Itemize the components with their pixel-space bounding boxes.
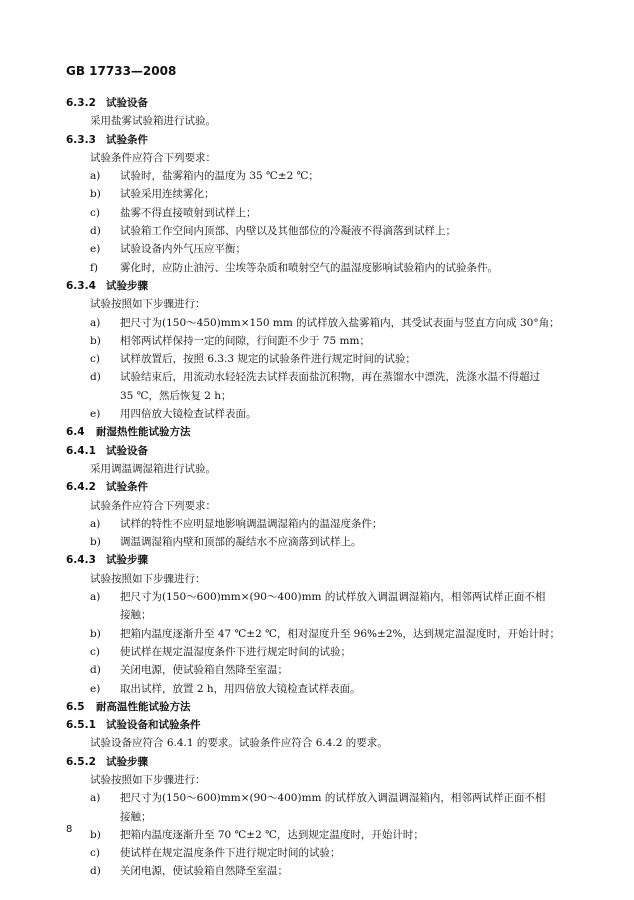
list-marker: e) (90, 408, 101, 421)
list-item (66, 350, 576, 368)
paragraph (66, 460, 576, 478)
section-title: 耐湿热性能试验方法 (96, 426, 191, 439)
list-item-text: 把尺寸为(150～600)mm×(90～400)mm 的试样放入调温调湿箱内，相邻两试样正面不相 (120, 591, 546, 604)
list-marker: c) (90, 353, 100, 366)
section-title: 试验步骤 (106, 554, 148, 567)
list-item (66, 789, 576, 807)
list-marker: e) (90, 682, 101, 695)
paragraph (66, 295, 576, 313)
section-title: 试验设备 (106, 444, 148, 457)
paragraph (66, 771, 576, 789)
list-item (66, 368, 576, 386)
list-item-text: 试验时，盐雾箱内的温度为 35 ℃±2 ℃； (120, 170, 319, 183)
list-marker: b) (90, 334, 101, 347)
list-item (66, 588, 576, 606)
section-number: 6.3.4 (66, 279, 96, 292)
list-marker: b) (90, 536, 101, 549)
paragraph (66, 149, 576, 167)
list-item (66, 332, 576, 350)
list-marker: b) (90, 828, 101, 841)
list-item-continuation (66, 387, 576, 405)
section-heading (66, 442, 576, 460)
list-item-text: 把箱内温度逐渐升至 47 ℃±2 ℃，相对湿度升至 96%±2%，达到规定温湿度时，开始计时； (120, 627, 560, 640)
list-item (66, 533, 576, 551)
section-heading (66, 131, 576, 149)
section-heading (66, 716, 576, 734)
list-item-text: 35 ℃，然后恢复 2 h； (120, 389, 232, 402)
list-marker: d) (90, 371, 101, 384)
section-heading (66, 478, 576, 496)
list-item (66, 259, 576, 277)
paragraph-text: 试验设备应符合 6.4.1 的要求。试验条件应符合 6.4.2 的要求。 (90, 737, 388, 750)
list-item (66, 167, 576, 185)
list-item-text: 关闭电源，使试验箱自然降至室温； (120, 664, 288, 677)
paragraph-text: 采用调温调湿箱进行试验。 (90, 462, 216, 475)
section-heading (66, 277, 576, 295)
list-marker: e) (90, 243, 101, 256)
list-item (66, 643, 576, 661)
list-item (66, 240, 576, 258)
list-item (66, 844, 576, 862)
section-heading (66, 94, 576, 112)
list-marker: a) (90, 517, 101, 530)
list-marker: c) (90, 847, 100, 860)
list-marker: c) (90, 645, 100, 658)
section-title: 试验条件 (106, 133, 148, 146)
list-item-text: 把尺寸为(150～450)mm×150 mm 的试样放入盐雾箱内，其受试表面与竖直方向成 30°角； (120, 316, 560, 329)
list-item (66, 862, 576, 880)
section-number: 6.5.2 (66, 755, 96, 768)
list-item-text: 试样的特性不应明显地影响调温调湿箱内的温湿度条件； (120, 517, 383, 530)
paragraph-text: 试验条件应符合下列要求： (90, 499, 216, 512)
list-item-continuation (66, 808, 576, 826)
list-item-text: 试验采用连续雾化； (120, 188, 215, 201)
list-item-text: 接触； (120, 609, 152, 622)
paragraph-text: 试验按照如下步骤进行： (90, 298, 206, 311)
list-item (66, 661, 576, 679)
list-item (66, 680, 576, 698)
section-heading (66, 423, 576, 441)
section-number: 6.5 (66, 700, 85, 713)
list-item (66, 405, 576, 423)
list-marker: b) (90, 188, 101, 201)
list-marker: b) (90, 627, 101, 640)
list-item-text: 使试样在规定温度条件下进行规定时间的试验； (120, 847, 341, 860)
section-number: 6.3.3 (66, 133, 96, 146)
section-heading (66, 698, 576, 716)
paragraph-text: 试验按照如下步骤进行： (90, 773, 206, 786)
list-item-text: 试样放置后，按照 6.3.3 规定的试验条件进行规定时间的试验； (120, 353, 416, 366)
section-heading (66, 753, 576, 771)
list-item-text: 调温调湿箱内壁和顶部的凝结水不应滴落到试样上。 (120, 536, 362, 549)
paragraph (66, 497, 576, 515)
list-marker: d) (90, 225, 101, 238)
list-item-text: 相邻两试样保持一定的间隙，行间距不少于 75 mm； (120, 334, 370, 347)
list-marker: a) (90, 792, 101, 805)
list-item-continuation (66, 606, 576, 624)
list-item-text: 把箱内温度逐渐升至 70 ℃±2 ℃，达到规定温度时，开始计时； (120, 828, 424, 841)
section-number: 6.4.1 (66, 444, 96, 457)
list-marker: d) (90, 865, 101, 878)
list-item-text: 盐雾不得直接喷射到试样上； (120, 206, 257, 219)
list-item (66, 204, 576, 222)
list-item (66, 625, 576, 643)
list-item-text: 试验设备内外气压应平衡； (120, 243, 246, 256)
list-item-text: 试验结束后，用流动水轻轻洗去试样表面盐沉积物，再在蒸馏水中漂洗，洗涤水温不得超过 (120, 371, 540, 384)
list-item (66, 515, 576, 533)
section-title: 试验步骤 (106, 279, 148, 292)
list-item-text: 雾化时，应防止油污、尘埃等杂质和喷射空气的温湿度影响试验箱内的试验条件。 (120, 261, 498, 274)
paragraph (66, 112, 576, 130)
list-marker: c) (90, 206, 100, 219)
section-title: 耐高温性能试验方法 (96, 700, 191, 713)
section-heading (66, 551, 576, 569)
section-number: 6.4 (66, 426, 85, 439)
section-number: 6.5.1 (66, 719, 96, 732)
paragraph-text: 试验条件应符合下列要求： (90, 151, 216, 164)
list-marker: a) (90, 591, 101, 604)
section-title: 试验设备和试验条件 (106, 719, 201, 732)
list-item (66, 222, 576, 240)
list-item-text: 取出试样，放置 2 h，用四倍放大镜检查试样表面。 (120, 682, 361, 695)
list-item-text: 使试样在规定温湿度条件下进行规定时间的试验； (120, 645, 351, 658)
section-number: 6.4.3 (66, 554, 96, 567)
document-body (66, 94, 576, 881)
list-marker: f) (90, 261, 98, 274)
list-marker: a) (90, 316, 101, 329)
section-title: 试验条件 (106, 481, 148, 494)
paragraph-text: 试验按照如下步骤进行： (90, 572, 206, 585)
page-number: 8 (66, 824, 73, 835)
list-item (66, 314, 576, 332)
section-number: 6.4.2 (66, 481, 96, 494)
list-item-text: 关闭电源，使试验箱自然降至室温； (120, 865, 288, 878)
list-marker: a) (90, 170, 101, 183)
list-marker: d) (90, 664, 101, 677)
list-item (66, 826, 576, 844)
paragraph-text: 采用盐雾试验箱进行试验。 (90, 115, 216, 128)
list-item (66, 185, 576, 203)
section-title: 试验设备 (106, 97, 148, 109)
paragraph (66, 570, 576, 588)
list-item-text: 用四倍放大镜检查试样表面。 (120, 408, 257, 421)
standard-number: GB 17733—2008 (66, 64, 177, 78)
list-item-text: 试验箱工作空间内顶部、内壁以及其他部位的冷凝液不得滴落到试样上； (120, 225, 456, 238)
list-item-text: 把尺寸为(150～600)mm×(90～400)mm 的试样放入调温调湿箱内，相邻两试样正面不相 (120, 792, 546, 805)
list-item-text: 接触； (120, 810, 152, 823)
paragraph (66, 734, 576, 752)
section-number: 6.3.2 (66, 97, 96, 109)
section-title: 试验步骤 (106, 755, 148, 768)
